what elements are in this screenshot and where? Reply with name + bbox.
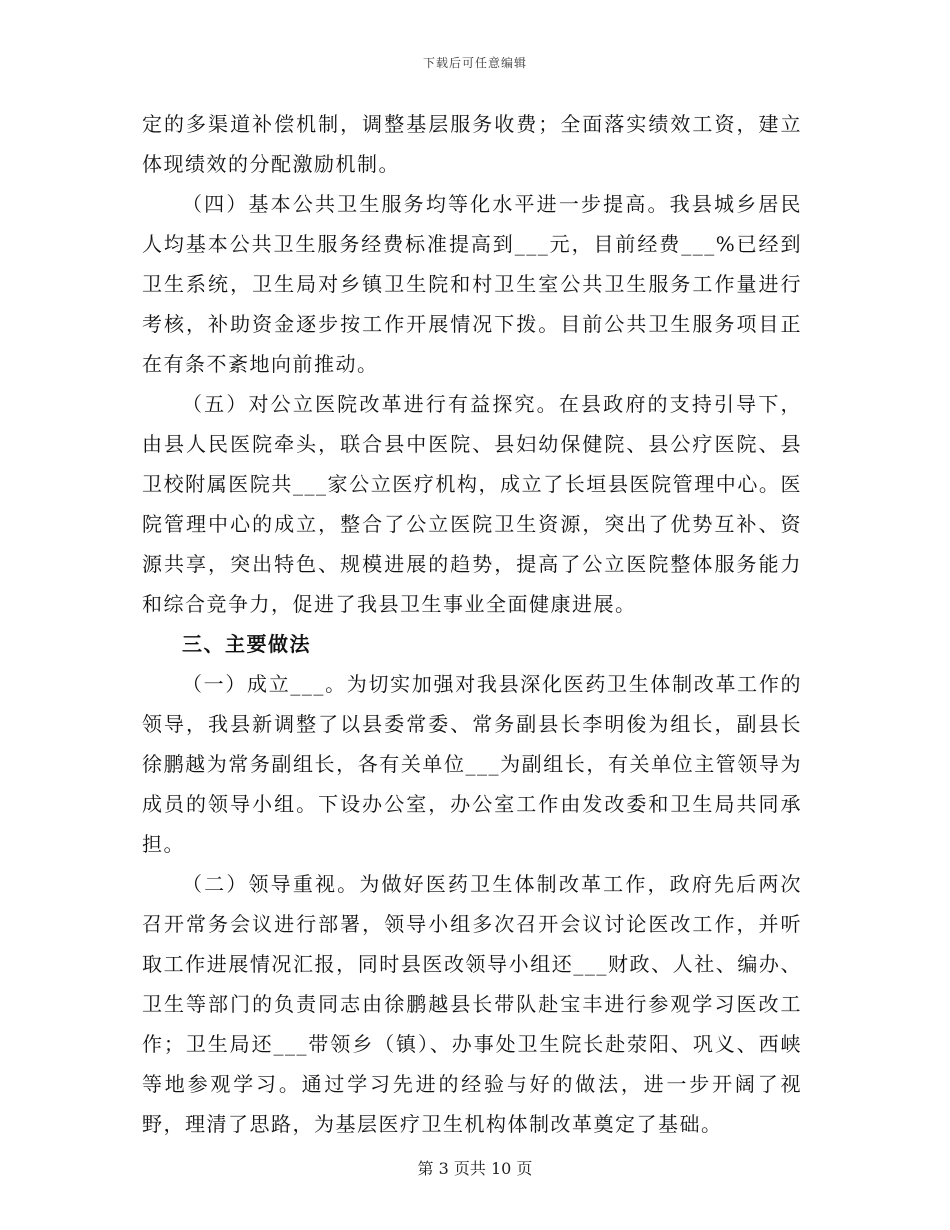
paragraph-continuation: 定的多渠道补偿机制，调整基层服务收费；全面落实绩效工资，建立体现绩效的分配激励机制。 bbox=[142, 112, 802, 176]
paragraph-method-2: （二）领导重视。为做好医药卫生体制改革工作，政府先后两次召开常务会议进行部署，领导小组多次召开会议讨论医改工作，并听取工作进展情况汇报，同时县医改领导小组还___财政、人社、编办、卫生等部门的负责同志由徐鹏越县长带队赴宝丰进行参观学习医改工作；卫生局还___带领乡（镇）、办事处卫生院长赴荥阳、巩义、西峡等地参观学习。通过学习先进的经验与好的做法，进一步开阔了视野，理清了思路，为基层医疗卫生机构体制改革奠定了基础。 bbox=[142, 872, 802, 1136]
paragraph-method-1: （一）成立___。为切实加强对我县深化医药卫生体制改革工作的领导，我县新调整了以县委常委、常务副县长李明俊为组长，副县长徐鹏越为常务副组长，各有关单位___为副组长，有关单位主管领导为成员的领导小组。下设办公室，办公室工作由发改委和卫生局共同承担。 bbox=[142, 672, 802, 856]
paragraph-item-4: （四）基本公共卫生服务均等化水平进一步提高。我县城乡居民人均基本公共卫生服务经费标准提高到___元，目前经费___%已经到卫生系统，卫生局对乡镇卫生院和村卫生室公共卫生服务工作量进行考核，补助资金逐步按工作开展情况下拨。目前公共卫生服务项目正在有条不紊地向前推动。 bbox=[142, 192, 802, 376]
section-heading: 三、主要做法 bbox=[182, 632, 311, 656]
page-number-footer: 第 3 页共 10 页 bbox=[417, 1159, 533, 1178]
document-body bbox=[142, 104, 802, 1144]
paragraph-item-5: （五）对公立医院改革进行有益探究。在县政府的支持引导下，由县人民医院牵头，联合县中医院、县妇幼保健院、县公疗医院、县卫校附属医院共___家公立医疗机构，成立了长垣县医院管理中心。医院管理中心的成立，整合了公立医院卫生资源，突出了优势互补、资源共享，突出特色、规模进展的趋势，提高了公立医院整体服务能力和综合竞争力，促进了我县卫生事业全面健康进展。 bbox=[142, 392, 802, 616]
page-header-note: 下载后可任意编辑 bbox=[422, 56, 527, 70]
